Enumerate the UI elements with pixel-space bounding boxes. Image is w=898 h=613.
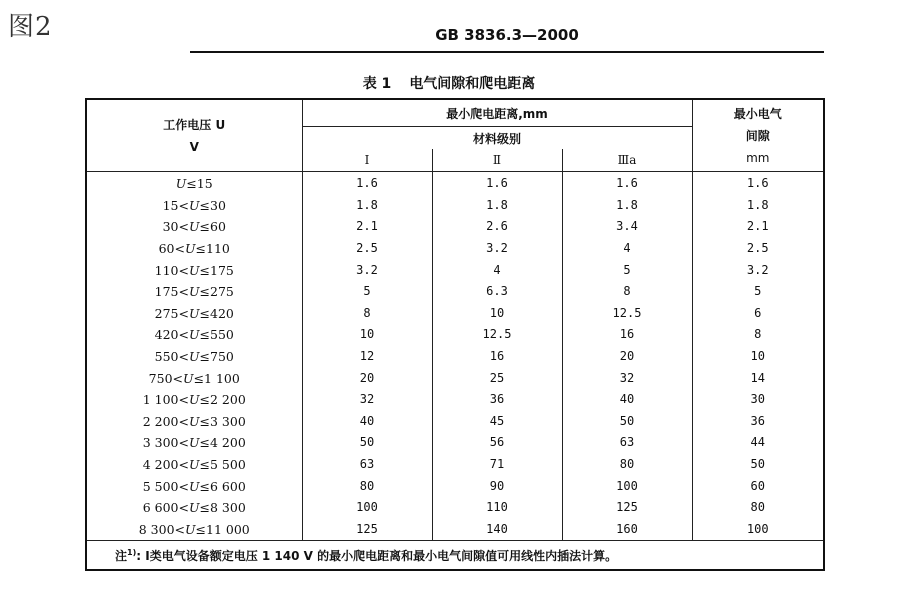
creepage-group-2-cell: 1.8	[432, 195, 562, 217]
creepage-group-1-cell: 125	[302, 519, 432, 541]
clearance-header	[692, 99, 824, 172]
table-row	[86, 519, 824, 541]
table-row	[86, 238, 824, 260]
clearance-cell: 100	[692, 519, 824, 541]
voltage-range-cell	[86, 411, 302, 433]
voltage-symbol: U	[188, 457, 200, 473]
note-prefix: 注	[115, 548, 128, 563]
voltage-range-cell	[86, 281, 302, 303]
creepage-group-3a-cell: 1.6	[562, 172, 692, 195]
clearance-cell: 14	[692, 367, 824, 389]
creepage-group-2-cell: 6.3	[432, 281, 562, 303]
creepage-group-3a-cell: 40	[562, 389, 692, 411]
creepage-group-1-cell: 2.1	[302, 216, 432, 238]
voltage-lower-bound: 175<	[154, 284, 189, 300]
voltage-upper-bound: ≤15	[186, 176, 213, 192]
creepage-group-3a-cell: 125	[562, 497, 692, 519]
voltage-symbol: U	[185, 521, 196, 537]
creepage-group-3a-cell: 20	[562, 346, 692, 368]
voltage-range-cell	[86, 259, 302, 281]
clearance-header-line1: 最小电气	[733, 106, 782, 121]
voltage-range-cell	[86, 324, 302, 346]
voltage-symbol: U	[188, 349, 200, 365]
table-number: 表 1	[362, 76, 392, 92]
creepage-group-3a-cell: 4	[562, 238, 692, 260]
table-title-text: 电气间隙和爬电距离	[409, 76, 536, 92]
creepage-group-2-cell: 110	[432, 497, 562, 519]
table-row	[86, 346, 824, 368]
voltage-header	[86, 99, 302, 172]
clearance-cell: 44	[692, 432, 824, 454]
voltage-symbol: U	[188, 262, 200, 278]
creepage-group-1-cell: 5	[302, 281, 432, 303]
note-marker: 1)	[127, 547, 137, 557]
creepage-group-2-cell: 45	[432, 411, 562, 433]
table-row	[86, 475, 824, 497]
clearance-cell: 2.5	[692, 238, 824, 260]
clearance-cell: 2.1	[692, 216, 824, 238]
clearance-header-unit: mm	[746, 150, 770, 165]
creepage-group-2-cell: 36	[432, 389, 562, 411]
voltage-symbol: U	[188, 500, 200, 516]
voltage-lower-bound: 60<	[158, 241, 185, 257]
voltage-upper-bound: ≤6 600	[199, 478, 246, 494]
voltage-upper-bound: ≤1 100	[193, 370, 240, 386]
voltage-range-cell	[86, 238, 302, 260]
creepage-group-3a-cell: 100	[562, 475, 692, 497]
creepage-group-1-cell: 1.6	[302, 172, 432, 195]
creepage-header: 最小爬电距离,mm	[302, 99, 692, 127]
table-row	[86, 216, 824, 238]
voltage-upper-bound: ≤4 200	[199, 435, 246, 451]
creepage-group-3a-cell: 16	[562, 324, 692, 346]
voltage-upper-bound: ≤420	[199, 305, 234, 321]
creepage-group-1-cell: 100	[302, 497, 432, 519]
voltage-lower-bound: 4 200<	[142, 457, 189, 473]
creepage-group-3a-cell: 1.8	[562, 195, 692, 217]
voltage-symbol: U	[183, 370, 194, 386]
voltage-lower-bound: 110<	[154, 262, 189, 278]
clearance-cell: 80	[692, 497, 824, 519]
voltage-lower-bound: 275<	[154, 305, 189, 321]
voltage-lower-bound: 420<	[154, 327, 189, 343]
creepage-group-3a-cell: 63	[562, 432, 692, 454]
voltage-symbol: U	[188, 305, 200, 321]
voltage-range-cell	[86, 346, 302, 368]
voltage-symbol: U	[185, 241, 196, 257]
voltage-symbol: U	[188, 284, 200, 300]
clearance-cell: 5	[692, 281, 824, 303]
creepage-group-2-cell: 56	[432, 432, 562, 454]
table-row	[86, 497, 824, 519]
table-row	[86, 454, 824, 476]
voltage-lower-bound: 1 100<	[142, 392, 189, 408]
creepage-group-3a-cell: 80	[562, 454, 692, 476]
clearance-cell: 6	[692, 303, 824, 325]
standard-header: GB 3836.3—2000	[435, 26, 579, 44]
creepage-group-1-cell: 10	[302, 324, 432, 346]
voltage-lower-bound: 3 300<	[142, 435, 189, 451]
clearance-cell: 30	[692, 389, 824, 411]
figure-label: 图2	[8, 12, 53, 42]
clearance-cell: 1.8	[692, 195, 824, 217]
voltage-lower-bound: 8 300<	[138, 521, 185, 537]
creepage-group-2-cell: 10	[432, 303, 562, 325]
clearance-cell: 3.2	[692, 259, 824, 281]
creepage-group-1-cell: 2.5	[302, 238, 432, 260]
clearance-cell: 36	[692, 411, 824, 433]
voltage-range-cell	[86, 432, 302, 454]
creepage-group-3a-cell: 160	[562, 519, 692, 541]
voltage-symbol: U	[188, 197, 200, 213]
creepage-group-1-cell: 8	[302, 303, 432, 325]
clearance-cell: 8	[692, 324, 824, 346]
voltage-lower-bound: 550<	[154, 349, 189, 365]
creepage-group-2-cell: 12.5	[432, 324, 562, 346]
voltage-range-cell	[86, 389, 302, 411]
voltage-upper-bound: ≤8 300	[199, 500, 246, 516]
clearance-cell: 1.6	[692, 172, 824, 195]
clearance-header-line2: 间隙	[745, 128, 770, 143]
voltage-range-cell	[86, 367, 302, 389]
table-row	[86, 324, 824, 346]
voltage-upper-bound: ≤750	[199, 349, 234, 365]
voltage-range-cell	[86, 519, 302, 541]
voltage-upper-bound: ≤30	[199, 197, 226, 213]
clearance-cell: 10	[692, 346, 824, 368]
creepage-group-3a-cell: 32	[562, 367, 692, 389]
group-header-3: Ⅲa	[562, 149, 692, 172]
voltage-range-cell	[86, 216, 302, 238]
voltage-range-cell	[86, 454, 302, 476]
group-header-1: Ⅰ	[302, 149, 432, 172]
voltage-symbol: U	[188, 219, 200, 235]
voltage-symbol: U	[188, 413, 200, 429]
creepage-group-1-cell: 12	[302, 346, 432, 368]
creepage-group-2-cell: 25	[432, 367, 562, 389]
table-row	[86, 432, 824, 454]
creepage-group-1-cell: 40	[302, 411, 432, 433]
table-row	[86, 172, 824, 195]
creepage-group-2-cell: 4	[432, 259, 562, 281]
voltage-upper-bound: ≤2 200	[199, 392, 246, 408]
group-header-2: Ⅱ	[432, 149, 562, 172]
voltage-lower-bound: 5 500<	[142, 478, 189, 494]
voltage-upper-bound: ≤11 000	[195, 521, 250, 537]
voltage-symbol: U	[188, 435, 200, 451]
table-body	[86, 172, 824, 541]
voltage-symbol: U	[188, 327, 200, 343]
creepage-group-2-cell: 1.6	[432, 172, 562, 195]
voltage-lower-bound: 2 200<	[142, 413, 189, 429]
voltage-lower-bound: 750<	[148, 370, 184, 386]
creepage-group-1-cell: 20	[302, 367, 432, 389]
note-text: : Ⅰ类电气设备额定电压 1 140 V 的最小爬电距离和最小电气间隙值可用线性内插法计算。	[136, 548, 618, 563]
voltage-symbol: U	[188, 392, 200, 408]
voltage-range-cell	[86, 195, 302, 217]
voltage-range-cell	[86, 172, 302, 195]
voltage-upper-bound: ≤175	[199, 262, 234, 278]
creepage-group-1-cell: 63	[302, 454, 432, 476]
table-row	[86, 259, 824, 281]
creepage-group-3a-cell: 50	[562, 411, 692, 433]
voltage-header-line1: 工作电压 U	[163, 117, 226, 132]
voltage-symbol: U	[175, 176, 187, 192]
creepage-group-2-cell: 71	[432, 454, 562, 476]
voltage-lower-bound: 6 600<	[142, 500, 189, 516]
creepage-group-1-cell: 1.8	[302, 195, 432, 217]
creepage-group-3a-cell: 3.4	[562, 216, 692, 238]
voltage-upper-bound: ≤5 500	[199, 457, 246, 473]
creepage-group-1-cell: 50	[302, 432, 432, 454]
creepage-group-1-cell: 3.2	[302, 259, 432, 281]
material-group-header: 材料级别	[302, 127, 692, 150]
voltage-range-cell	[86, 303, 302, 325]
voltage-lower-bound: 15<	[162, 197, 189, 213]
creepage-group-3a-cell: 12.5	[562, 303, 692, 325]
creepage-group-1-cell: 80	[302, 475, 432, 497]
table-row	[86, 303, 824, 325]
table-note	[86, 541, 824, 571]
table-row	[86, 367, 824, 389]
voltage-range-cell	[86, 497, 302, 519]
voltage-upper-bound: ≤60	[199, 219, 226, 235]
table-row	[86, 195, 824, 217]
creepage-group-2-cell: 16	[432, 346, 562, 368]
clearance-creepage-table	[85, 98, 825, 571]
table-title	[0, 73, 898, 93]
creepage-group-3a-cell: 5	[562, 259, 692, 281]
creepage-group-1-cell: 32	[302, 389, 432, 411]
voltage-header-unit: V	[189, 139, 199, 154]
header-rule	[190, 51, 824, 53]
creepage-group-2-cell: 90	[432, 475, 562, 497]
table-row	[86, 411, 824, 433]
voltage-upper-bound: ≤110	[195, 241, 230, 257]
clearance-cell: 60	[692, 475, 824, 497]
table-row	[86, 389, 824, 411]
creepage-group-2-cell: 2.6	[432, 216, 562, 238]
voltage-lower-bound: 30<	[162, 219, 189, 235]
voltage-range-cell	[86, 475, 302, 497]
creepage-group-3a-cell: 8	[562, 281, 692, 303]
voltage-upper-bound: ≤3 300	[199, 413, 246, 429]
voltage-symbol: U	[188, 478, 200, 494]
creepage-group-2-cell: 3.2	[432, 238, 562, 260]
creepage-group-2-cell: 140	[432, 519, 562, 541]
table-row	[86, 281, 824, 303]
voltage-upper-bound: ≤550	[199, 327, 234, 343]
voltage-upper-bound: ≤275	[199, 284, 234, 300]
clearance-cell: 50	[692, 454, 824, 476]
